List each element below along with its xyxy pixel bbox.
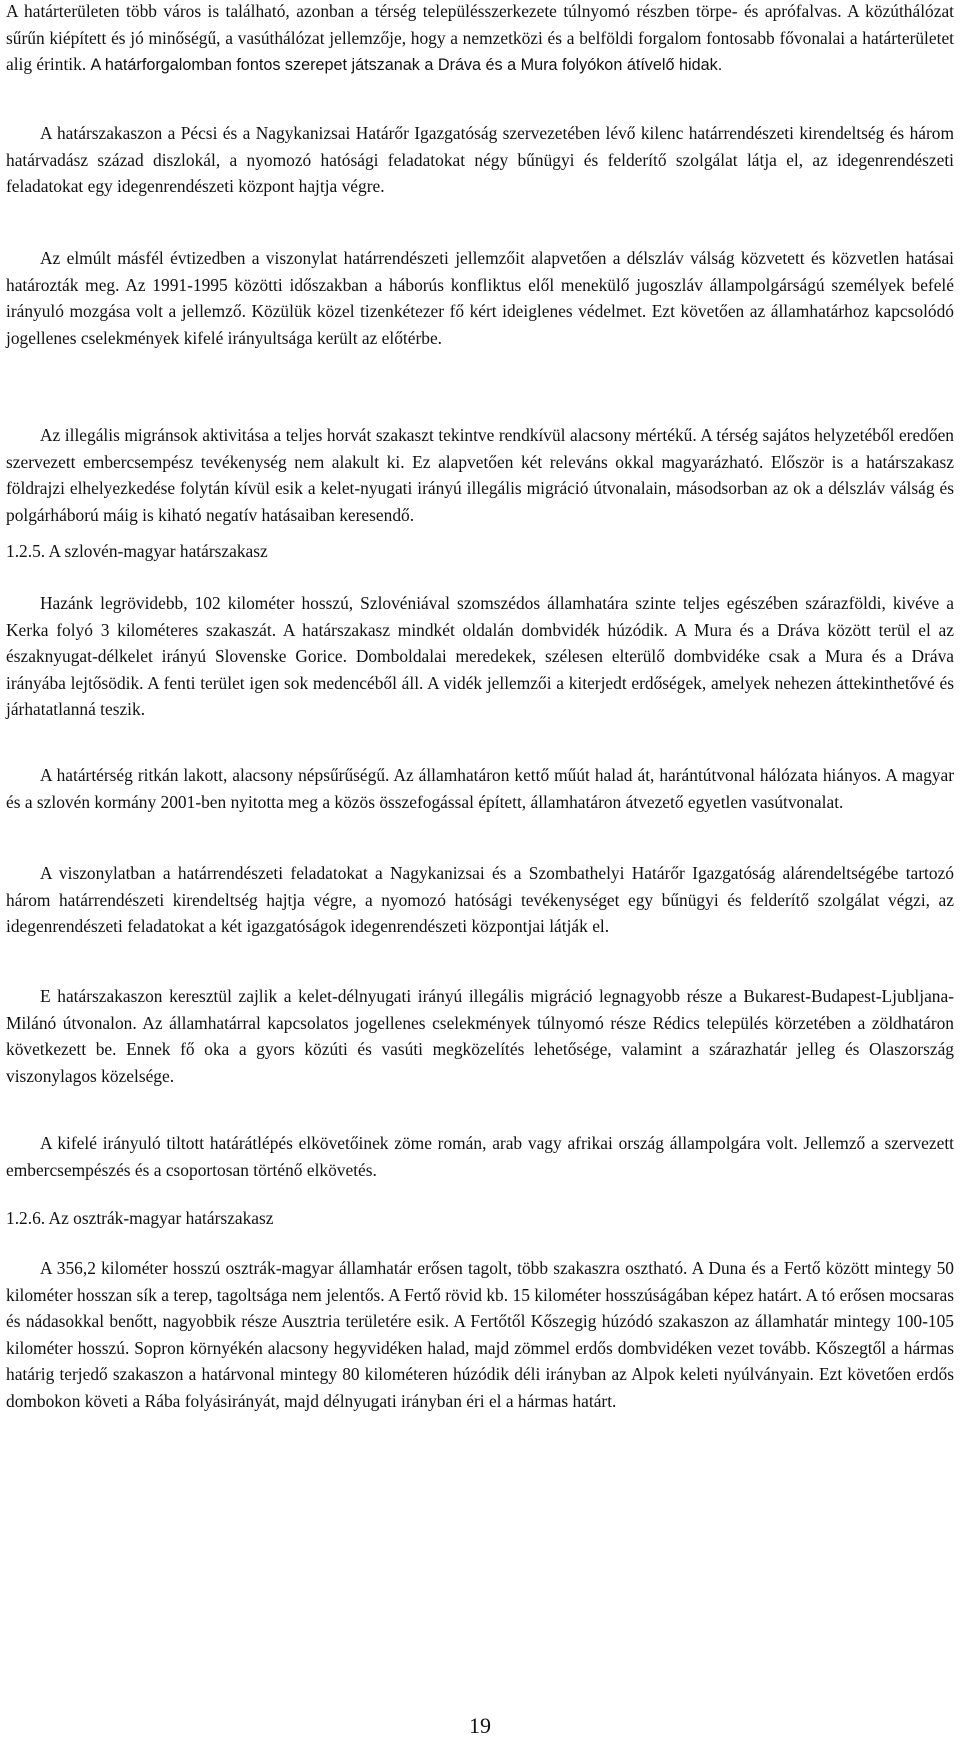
- paragraph-population: [6, 762, 954, 815]
- page-number: 19: [469, 1713, 491, 1738]
- paragraph-text: A kifelé irányuló tiltott határátlépés elkövetőinek zöme román, arab vagy afrikai ország állampolgára volt. Jellemző a szervezett embercsempészés és a csoportosan történő elkövetés.: [6, 1133, 954, 1180]
- section-heading-austrian: 1.2.6. Az osztrák-magyar határszakasz: [6, 1208, 274, 1228]
- paragraph-text: Hazánk legrövidebb, 102 kilométer hosszú, Szlovéniával szomszédos államhatára szinte teljes egészében szárazföldi, kivéve a Kerka folyó 3 kilométeres szakaszát. A határszakasz mindkét oldalán dombvidék húzódik. A Mura és a Dráva között terül el az északnyugat-délkelet irányú Slovenske Gorice. Domboldalai meredekek, szélesen elterülő dombvidéke csak a Mura és a Dráva irányába lejtősödik. A fenti terület igen sok medencéből áll. A vidék jellemzői a kiterjedt erdőségek, amelyek nehezen áttekinthetővé és járhatatlanná teszik.: [6, 593, 954, 719]
- paragraph-yugoslav-crisis: [6, 245, 954, 351]
- intro-paragraph-text: A határterületen több város is található, azonban a térség településszerkezete túlnyomó részben törpe- és aprófalvas. A közúthálózat sűrűn kiépített és jó minőségű, a vasúthálózat jellemzője, hogy a nemzetközi és a belföldi forgalom fontosabb fővonalai a határterületet alig érintik.: [6, 1, 954, 74]
- paragraph-directorates: [6, 860, 954, 940]
- paragraph-text: E határszakaszon keresztül zajlik a kelet-délnyugati irányú illegális migráció legnagyobb része a Bukarest-Budapest-Ljubljana-Milánó útvonalon. Az államhatárral kapcsolatos jogellenes cselekmények túlnyomó része Rédics település körzetében a zöldhatáron következett be. Ennek fő oka a gyors közúti és vasúti megközelítés lehetősége, valamint a szárazhatár jelleg és Olaszország viszonylagos közelsége.: [6, 986, 954, 1086]
- paragraph-illegal-migrants: [6, 422, 954, 528]
- paragraph-migration-route: [6, 983, 954, 1089]
- paragraph-austrian-border: [6, 1255, 954, 1414]
- paragraph-border-units: [6, 120, 954, 200]
- section-heading-slovenian: 1.2.5. A szlovén-magyar határszakasz: [6, 541, 268, 561]
- intro-paragraph: [6, 0, 954, 79]
- paragraph-text: A határtérség ritkán lakott, alacsony népsűrűségű. Az államhatáron kettő műút halad át, harántútvonal hálózata hiányos. A magyar és a szlovén kormány 2001-ben nyitotta meg a közös összefogással épített, államhatáron átvezető egyetlen vasútvonalat.: [6, 765, 954, 812]
- paragraph-text: A viszonylatban a határrendészeti feladatokat a Nagykanizsai és a Szombathelyi Határőr Igazgatóság alárendeltségébe tartozó három határrendészeti kirendeltség hajtja végre, a nyomozó hatósági tevékenységet egy bűnügyi és felderítő szolgálat végzi, az idegenrendészeti feladatokat a két igazgatóságok idegenrendészeti központjai látják el.: [6, 863, 954, 936]
- paragraph-text: Az illegális migránsok aktivitása a teljes horvát szakaszt tekintve rendkívül alacsony mértékű. A térség sajátos helyzetéből eredően szervezett embercsempész tevékenység nem alakult ki. Ez alapvetően két releváns okkal magyarázható. Először is a határszakasz földrajzi elhelyezkedése folytán kívül esik a kelet-nyugati irányú illegális migráció útvonalain, másodsorban az ok a délszláv válság és polgárháború máig is kiható negatív hatásaiban keresendő.: [6, 425, 954, 525]
- paragraph-perpetrators: [6, 1130, 954, 1183]
- paragraph-slovenian-border: [6, 590, 954, 723]
- paragraph-text: A határszakaszon a Pécsi és a Nagykanizsai Határőr Igazgatóság szervezetében lévő kilenc határrendészeti kirendeltség és három határvadász század diszlokál, a nyomozó hatósági feladatokat négy bűnügyi és felderítő szolgálat látja el, az idegenrendészeti feladatokat egy idegenrendészeti központ hajtja végre.: [6, 123, 954, 196]
- paragraph-text: Az elmúlt másfél évtizedben a viszonylat határrendészeti jellemzőit alapvetően a délszláv válság közvetett és közvetlen hatásai határozták meg. Az 1991-1995 közötti időszakban a háborús konfliktus elől menekülő jugoszláv állampolgárságú személyek befelé irányuló mozgása volt a jellemző. Közülük közel tizenkétezer fő kért ideiglenes védelmet. Ezt követően az államhatárhoz kapcsolódó jogellenes cselekmények kifelé irányultsága került az előtérbe.: [6, 248, 954, 348]
- paragraph-text: A 356,2 kilométer hosszú osztrák-magyar államhatár erősen tagolt, több szakaszra osztható. A Duna és a Fertő között mintegy 50 kilométer hosszan sík a terep, tagoltsága nem jelentős. A Fertő rövid kb. 15 kilométer hosszúságában képez határt. A tó erősen mocsaras és nádasokkal benőtt, nagyobbik része Ausztria területére esik. A Fertőtől Kőszegig húzódó szakaszon az államhatár mintegy 100-105 kilométer hosszú. Sopron környékén alacsony hegyvidéken halad, majd zömmel erdős dombvidéken vezet tovább. Kőszegtől a hármas határig terjedő szakaszon a határvonal mintegy 80 kilométeren húzódik déli irányban az Alpok keleti nyúlványain. Ezt követően erdős dombokon követi a Rába folyásirányát, majd délnyugati irányban éri el a hármas határt.: [6, 1258, 954, 1411]
- intro-paragraph-sans-text: A határforgalomban fontos szerepet játszanak a Dráva és a Mura folyókon átívelő hidak.: [90, 56, 723, 74]
